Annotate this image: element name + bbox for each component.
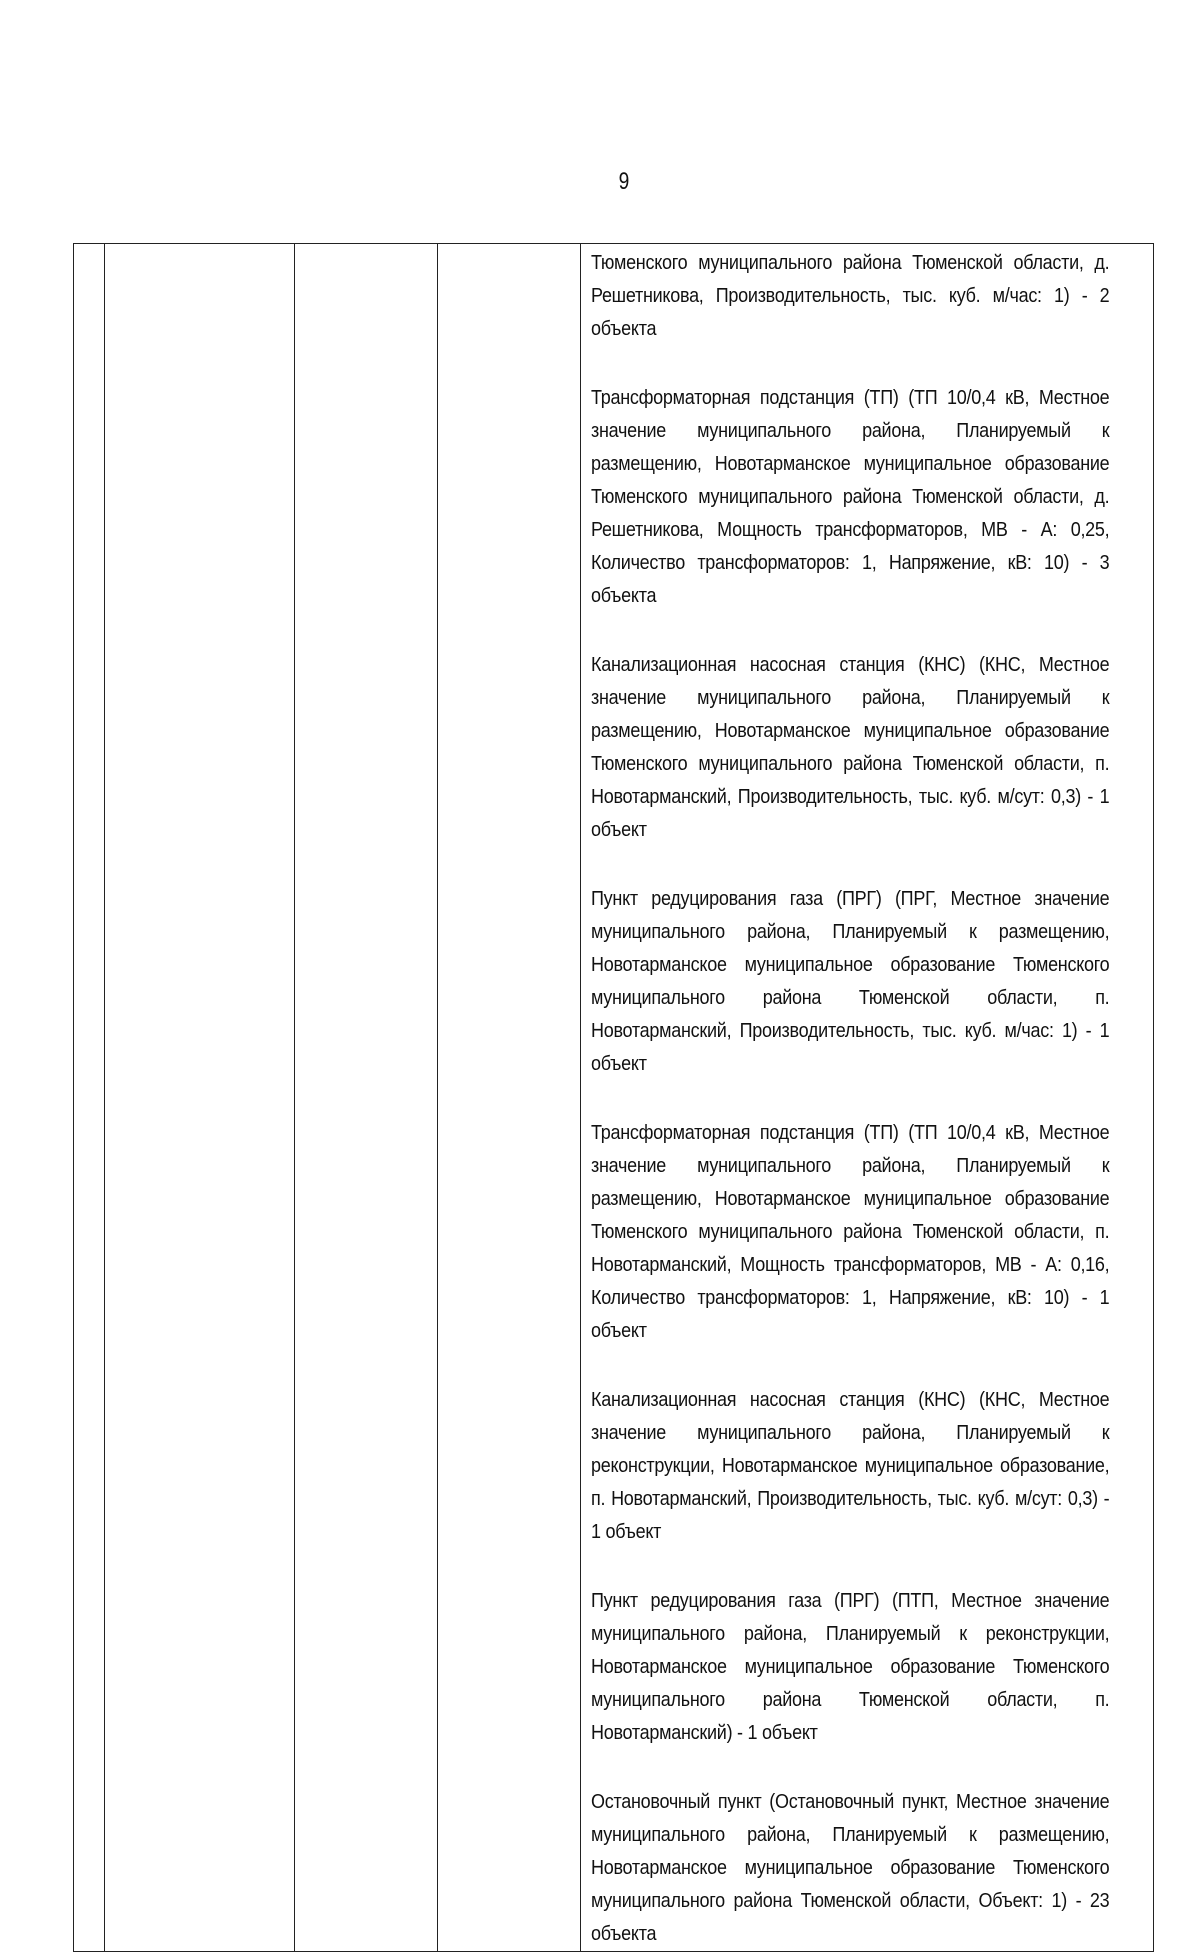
object-entry: Пункт редуцирования газа (ПРГ) (ПТП, Местное значение муниципального района, Планируемый к реконструкции, Новотарманское муниципальное образование Тюменского муниципального района Тюменской области, п. Новотарманский) - 1 объект xyxy=(591,1590,1110,1744)
table-cell-2 xyxy=(105,244,295,1952)
object-entry: Остановочный пункт (Остановочный пункт, Местное значение муниципального района, Планируемый к размещению, Новотарманское муниципальное образование Тюменского муниципального района Тюменской области, Объект: 1) - 23 объекта xyxy=(591,1791,1110,1945)
table-cell-3 xyxy=(295,244,438,1952)
page-number: 9 xyxy=(618,168,630,195)
object-entry: Пункт редуцирования газа (ПРГ) (ПРГ, Местное значение муниципального района, Планируемый к размещению, Новотарманское муниципальное образование Тюменского муниципального района Тюменской области, п. Новотарманский, Производительность, тыс. куб. м/час: 1) - 1 объект xyxy=(591,888,1110,1075)
table-cell-4 xyxy=(438,244,581,1952)
objects-table xyxy=(73,243,1154,1952)
object-entry: Тюменского муниципального района Тюменской области, д. Решетникова, Производительность, тыс. куб. м/час: 1) - 2 объекта xyxy=(591,252,1110,340)
table-cell-objects xyxy=(581,244,1154,1952)
table-cell-number xyxy=(74,244,105,1952)
object-entry: Канализационная насосная станция (КНС) (КНС, Местное значение муниципального района, Планируемый к реконструкции, Новотарманское муниципальное образование, п. Новотарманский, Производительность, тыс. куб. м/сут: 0,3) - 1 объект xyxy=(591,1389,1110,1543)
object-entry: Трансформаторная подстанция (ТП) (ТП 10/0,4 кВ, Местное значение муниципального района, Планируемый к размещению, Новотарманское муниципальное образование Тюменского муниципального района Тюменской области, д. Решетникова, Мощность трансформаторов, МВ - А: 0,25, Количество трансформаторов: 1, Напряжение, кВ: 10) - 3 объекта xyxy=(591,387,1110,607)
object-entry: Канализационная насосная станция (КНС) (КНС, Местное значение муниципального района, Планируемый к размещению, Новотарманское муниципальное образование Тюменского муниципального района Тюменской области, п. Новотарманский, Производительность, тыс. куб. м/сут: 0,3) - 1 объект xyxy=(591,654,1110,841)
table-row xyxy=(74,244,1154,1952)
object-entry: Трансформаторная подстанция (ТП) (ТП 10/0,4 кВ, Местное значение муниципального района, Планируемый к размещению, Новотарманское муниципальное образование Тюменского муниципального района Тюменской области, п. Новотарманский, Мощность трансформаторов, МВ - А: 0,16, Количество трансформаторов: 1, Напряжение, кВ: 10) - 1 объект xyxy=(591,1122,1110,1342)
